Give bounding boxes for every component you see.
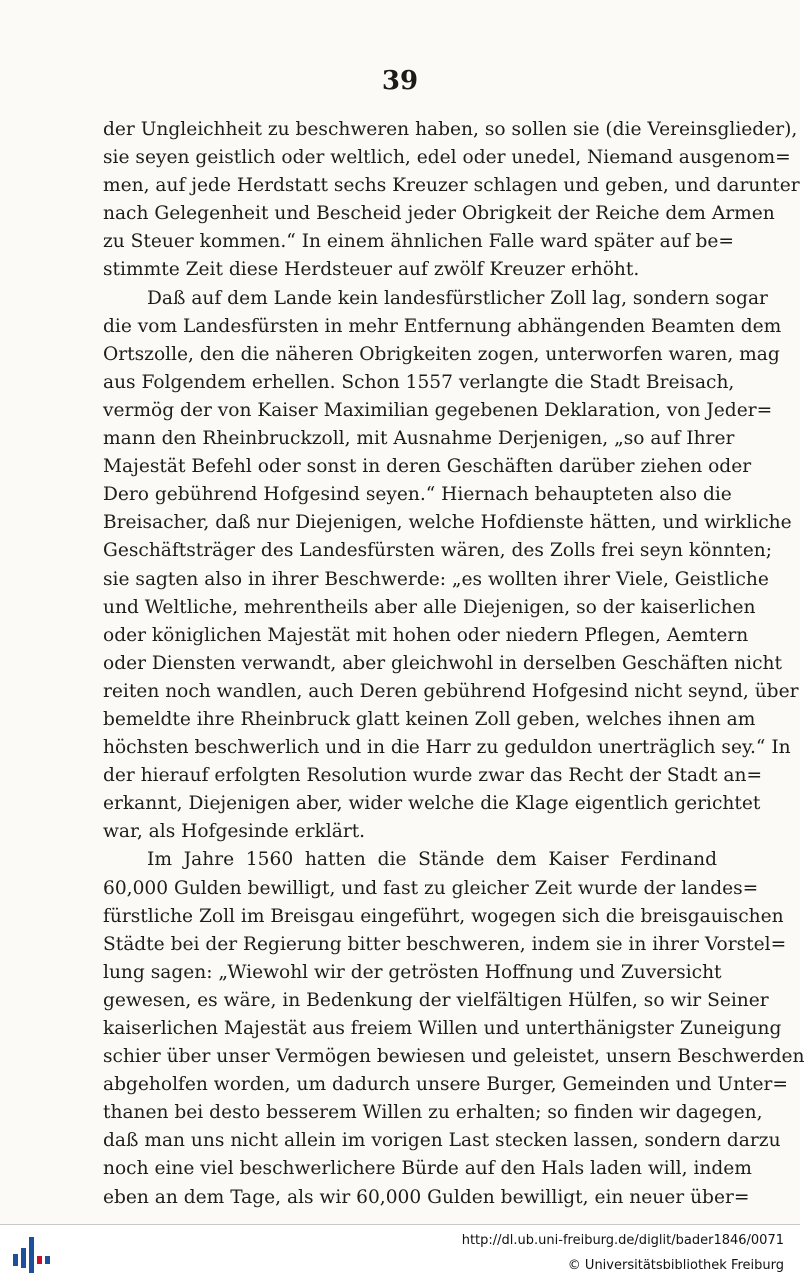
ub-freiburg-logo-icon[interactable] [10,1233,54,1277]
text-line: daß man uns nicht allein im vorigen Last stecken lassen, sondern darzu [103,1130,781,1152]
text-line: reiten noch wandlen, auch Deren gebührend Hofgesind nicht seynd, über [103,680,799,702]
text-line: sie sagten also in ihrer Beschwerde: „es wollten ihrer Viele, Geistliche [103,568,769,590]
text-line: sie seyen geistlich oder weltlich, edel oder unedel, Niemand ausgenom= [103,147,791,169]
text-line: schier über unser Vermögen bewiesen und geleistet, unsern Beschwerden [103,1046,805,1068]
text-line: mann den Rheinbruckzoll, mit Ausnahme Derjenigen, „so auf Ihrer [103,428,735,450]
text-line: gewesen, es wäre, in Bedenkung der vielfältigen Hülfen, so wir Seiner [103,989,769,1011]
text-line: oder königlichen Majestät mit hohen oder niedern Pflegen, Aemtern [103,624,749,646]
viewer-footer [0,1224,800,1283]
text-line: erkannt, Diejenigen aber, wider welche die Klage eigentlich gerichtet [103,793,761,815]
text-line: lung sagen: „Wiewohl wir der getrösten Hoffnung und Zuversicht [103,961,722,983]
text-line: eben an dem Tage, als wir 60,000 Gulden bewilligt, ein neuer über= [103,1186,750,1208]
text-line: oder Diensten verwandt, aber gleichwohl in derselben Geschäften nicht [103,652,782,674]
text-line: aus Folgendem erhellen. Schon 1557 verlangte die Stadt Breisach, [103,371,735,393]
text-line: Breisacher, daß nur Diejenigen, welche Hofdienste hätten, und wirkliche [103,512,792,534]
text-line: die vom Landesfürsten in mehr Entfernung abhängenden Beamten dem [103,315,782,337]
text-line: vermög der von Kaiser Maximilian gegebenen Deklaration, von Jeder= [103,399,773,421]
body-text [103,116,805,1212]
text-line: thanen bei desto besserem Willen zu erhalten; so finden wir dagegen, [103,1102,763,1124]
text-line: Majestät Befehl oder sonst in deren Geschäften darüber ziehen oder [103,456,752,478]
text-line: der hierauf erfolgten Resolution wurde zwar das Recht der Stadt an= [103,765,763,787]
page-url-link[interactable]: http://dl.ub.uni-freiburg.de/diglit/bader1846/0071 [461,1233,784,1248]
text-line: höchsten beschwerlich und in die Harr zu geduldon unerträglich sey.“ In [103,737,791,759]
text-line: abgeholfen worden, um dadurch unsere Burger, Gemeinden und Unter= [103,1074,789,1096]
text-line: Im Jahre 1560 hatten die Stände dem Kaiser Ferdinand [147,849,717,871]
text-line: Geschäftsträger des Landesfürsten wären, des Zolls frei seyn könnten; [103,540,772,562]
text-line: Städte bei der Regierung bitter beschweren, indem sie in ihrer Vorstel= [103,933,787,955]
text-line: noch eine viel beschwerlichere Bürde auf den Hals laden will, indem [103,1158,752,1180]
text-line: war, als Hofgesinde erklärt. [103,821,366,843]
text-line: der Ungleichheit zu beschweren haben, so sollen sie (die Vereinsglieder), [103,119,798,140]
text-line: Daß auf dem Lande kein landesfürstlicher Zoll lag, sondern sogar [147,287,768,309]
text-line: kaiserlichen Majestät aus freiem Willen und unterthänigster Zuneigung [103,1018,782,1039]
text-line: 60,000 Gulden bewilligt, und fast zu gleicher Zeit wurde der landes= [103,877,759,899]
text-line: nach Gelegenheit und Bescheid jeder Obrigkeit der Reiche dem Armen [103,203,775,225]
text-line: Dero gebührend Hofgesind seyen.“ Hiernach behaupteten also die [103,484,732,506]
copyright-text: © Universitätsbibliothek Freiburg [567,1258,784,1273]
text-line: Ortszolle, den die näheren Obrigkeiten zogen, unterworfen waren, mag [103,343,780,365]
text-line: zu Steuer kommen.“ In einem ähnlichen Falle ward später auf be= [103,231,734,253]
text-line: und Weltliche, mehrentheils aber alle Diejenigen, so der kaiserlichen [103,596,756,618]
page-number: 39 [381,66,419,96]
text-line: bemeldte ihre Rheinbruck glatt keinen Zoll geben, welches ihnen am [103,708,756,730]
text-line: fürstliche Zoll im Breisgau eingeführt, wogegen sich die breisgauischen [103,905,784,927]
text-line: men, auf jede Herdstatt sechs Kreuzer schlagen und geben, und darunter [103,175,800,197]
text-line: stimmte Zeit diese Herdsteuer auf zwölf Kreuzer erhöht. [103,259,640,281]
